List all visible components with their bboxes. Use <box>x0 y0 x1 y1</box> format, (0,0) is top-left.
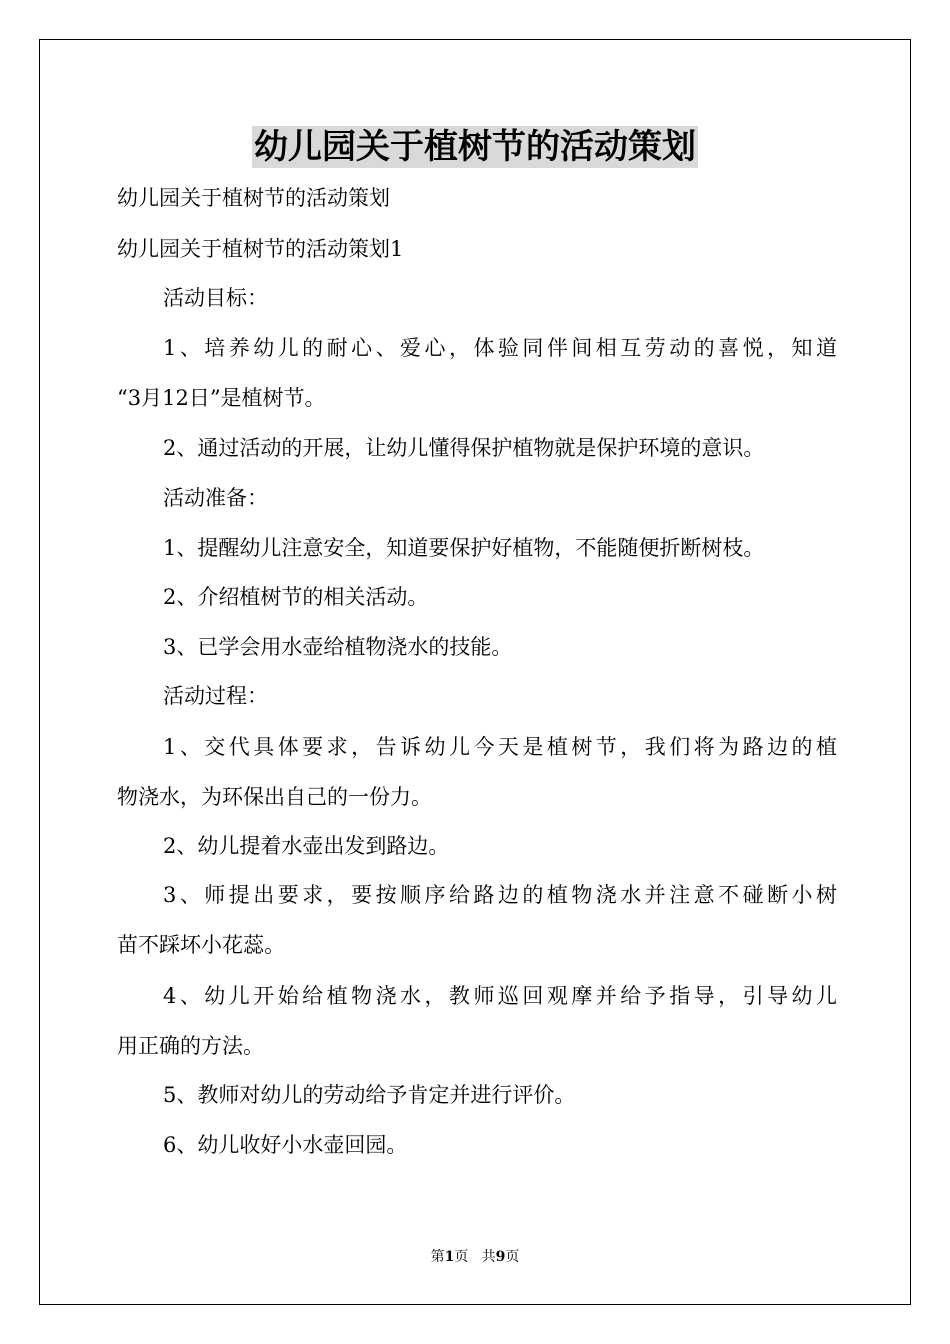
heading-process: 活动过程： <box>163 684 268 708</box>
document-subtitle: 幼儿园关于植树节的活动策划 <box>117 186 390 210</box>
paragraph-line: 2、幼儿提着水壶出发到路边。 <box>163 834 450 858</box>
paragraph-line: 1、提醒幼儿注意安全，知道要保护好植物，不能随便折断树枝。 <box>163 536 765 560</box>
paragraph-line: “3月12日”是植树节。 <box>117 386 326 410</box>
footer-total-pages: 9 <box>495 1249 506 1265</box>
heading-goals: 活动目标： <box>163 286 268 310</box>
paragraph-line: 2、通过活动的开展，让幼儿懂得保护植物就是保护环境的意识。 <box>163 436 765 460</box>
footer-total-suffix: 页 <box>505 1249 520 1265</box>
paragraph-line: 苗不踩坏小花蕊。 <box>117 933 285 957</box>
paragraph-line: 6、幼儿收好小水壶回园。 <box>163 1133 408 1157</box>
heading-preparation: 活动准备： <box>163 486 268 510</box>
paragraph-line: 4、幼儿开始给植物浇水，教师巡回观摩并给予指导，引导幼儿 <box>163 984 837 1008</box>
paragraph-line: 1、培养幼儿的耐心、爱心，体验同伴间相互劳动的喜悦，知道 <box>163 336 837 360</box>
paragraph-line: 5、教师对幼儿的劳动给予肯定并进行评价。 <box>163 1083 576 1107</box>
footer-total-prefix: 共 <box>481 1249 496 1265</box>
page-border <box>39 39 911 1305</box>
title-container <box>0 126 950 168</box>
paragraph-line: 物浇水，为环保出自己的一份力。 <box>117 785 432 809</box>
section-heading: 幼儿园关于植树节的活动策划1 <box>117 237 404 261</box>
paragraph-line: 2、介绍植树节的相关活动。 <box>163 585 429 609</box>
footer-page-suffix: 页 <box>454 1249 469 1265</box>
paragraph-line: 3、师提出要求，要按顺序给路边的植物浇水并注意不碰断小树 <box>163 883 837 907</box>
paragraph-line: 用正确的方法。 <box>117 1034 264 1058</box>
footer-page-number: 1 <box>444 1249 455 1265</box>
document-title: 幼儿园关于植树节的活动策划 <box>254 127 696 167</box>
paragraph-line: 1、交代具体要求，告诉幼儿今天是植树节，我们将为路边的植 <box>163 735 837 759</box>
paragraph-line: 3、已学会用水壶给植物浇水的技能。 <box>163 635 513 659</box>
footer-page-prefix: 第 <box>430 1249 445 1265</box>
page-footer <box>0 1247 950 1267</box>
